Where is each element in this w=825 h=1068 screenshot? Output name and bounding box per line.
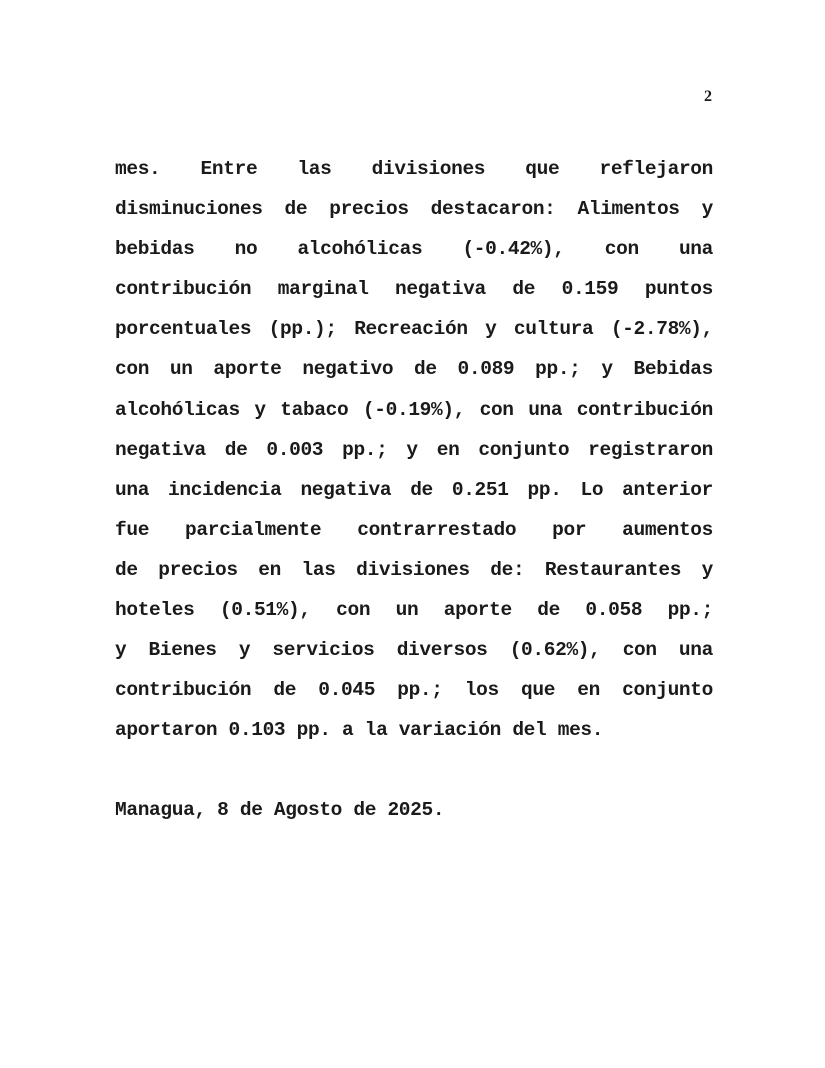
paragraph-line: alcohólicas y tabaco (-0.19%), con una contribución — [115, 398, 713, 421]
paragraph-line: negativa de 0.003 pp.; y en conjunto registraron — [115, 438, 713, 461]
paragraph-line: contribución marginal negativa de 0.159 puntos — [115, 278, 713, 301]
page-number: 2 — [704, 88, 712, 105]
paragraph-line: mes. Entre las divisiones que reflejaron — [115, 158, 713, 180]
paragraph-line: bebidas no alcohólicas (-0.42%), con una — [115, 238, 713, 261]
signoff-place-date: Managua, 8 de Agosto de 2025. — [115, 799, 445, 821]
paragraph-line: una incidencia negativa de 0.251 pp. Lo anterior — [115, 478, 713, 501]
body-paragraph — [115, 153, 713, 754]
paragraph-line: disminuciones de precios destacaron: Alimentos y — [115, 198, 713, 221]
paragraph-line: fue parcialmente contrarrestado por aumentos — [115, 518, 713, 541]
paragraph-line: hoteles (0.51%), con un aporte de 0.058 pp.; — [115, 599, 713, 622]
paragraph-line: y Bienes y servicios diversos (0.62%), con una — [115, 639, 713, 662]
paragraph-line: con un aporte negativo de 0.089 pp.; y Bebidas — [115, 358, 713, 381]
paragraph-line: contribución de 0.045 pp.; los que en conjunto — [115, 679, 713, 702]
paragraph-line-last: aportaron 0.103 pp. a la variación del mes. — [115, 719, 604, 742]
paragraph-line: porcentuales (pp.); Recreación y cultura (-2.78%), — [115, 318, 713, 341]
paragraph-line: de precios en las divisiones de: Restaurantes y — [115, 558, 713, 581]
